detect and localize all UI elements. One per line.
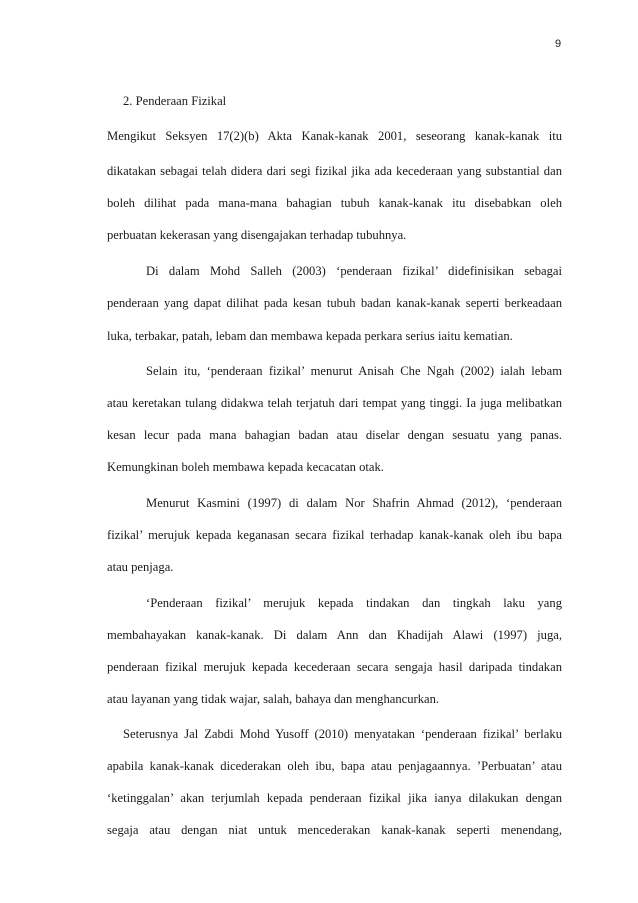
paragraph-line: apabila kanak-kanak dicederakan oleh ibu, bapa atau penjagaannya. ’Perbuatan’ atau (107, 759, 562, 773)
section-heading: 2. Penderaan Fizikal (123, 94, 227, 108)
paragraph-line: atau penjaga. (107, 560, 174, 574)
paragraph-line: Kemungkinan boleh membawa kepada kecacatan otak. (107, 460, 384, 474)
paragraph-line: Selain itu, ‘penderaan fizikal’ menurut Anisah Che Ngah (2002) ialah lebam (146, 364, 562, 378)
paragraph-line: membahayakan kanak-kanak. Di dalam Ann dan Khadijah Alawi (1997) juga, (107, 628, 562, 642)
paragraph-line: Seterusnya Jal Zabdi Mohd Yusoff (2010) menyatakan ‘penderaan fizikal’ berlaku (123, 727, 562, 741)
paragraph-line: Mengikut Seksyen 17(2)(b) Akta Kanak-kanak 2001, seseorang kanak-kanak itu (107, 129, 562, 143)
paragraph-line: atau layanan yang tidak wajar, salah, bahaya dan menghancurkan. (107, 692, 440, 706)
page-number: 9 (555, 38, 562, 50)
paragraph-line: perbuatan kekerasan yang disengajakan terhadap tubuhnya. (107, 228, 407, 242)
paragraph-line: penderaan yang dapat dilihat pada kesan tubuh badan kanak-kanak seperti berkeadaan (107, 296, 562, 310)
paragraph-line: atau keretakan tulang didakwa telah terjatuh dari tempat yang tinggi. Ia juga melibatkan (107, 396, 562, 410)
paragraph-line: Menurut Kasmini (1997) di dalam Nor Shafrin Ahmad (2012), ‘penderaan (146, 496, 562, 510)
paragraph-line: Di dalam Mohd Salleh (2003) ‘penderaan fizikal’ didefinisikan sebagai (146, 264, 562, 278)
paragraph-line: ‘Penderaan fizikal’ merujuk kepada tindakan dan tingkah laku yang (146, 596, 562, 610)
paragraph-line: kesan lecur pada mana bahagian badan atau diselar dengan sesuatu yang panas. (107, 428, 562, 442)
paragraph-line: boleh dilihat pada mana-mana bahagian tubuh kanak-kanak itu disebabkan oleh (107, 196, 562, 210)
paragraph-line: luka, terbakar, patah, lebam dan membawa kepada perkara serius iaitu kematian. (107, 329, 513, 343)
paragraph-line: penderaan fizikal merujuk kepada kecederaan secara sengaja hasil daripada tindakan (107, 660, 562, 674)
paragraph-line: dikatakan sebagai telah didera dari segi fizikal jika ada kecederaan yang substantial dan (107, 164, 562, 178)
paragraph-line: segaja atau dengan niat untuk mencederakan kanak-kanak seperti menendang, (107, 823, 562, 837)
paragraph-line: fizikal’ merujuk kepada keganasan secara fizikal terhadap kanak-kanak oleh ibu bapa (107, 528, 562, 542)
paragraph-line: ‘ketinggalan’ akan terjumlah kepada penderaan fizikal jika ianya dilakukan dengan (107, 791, 562, 805)
